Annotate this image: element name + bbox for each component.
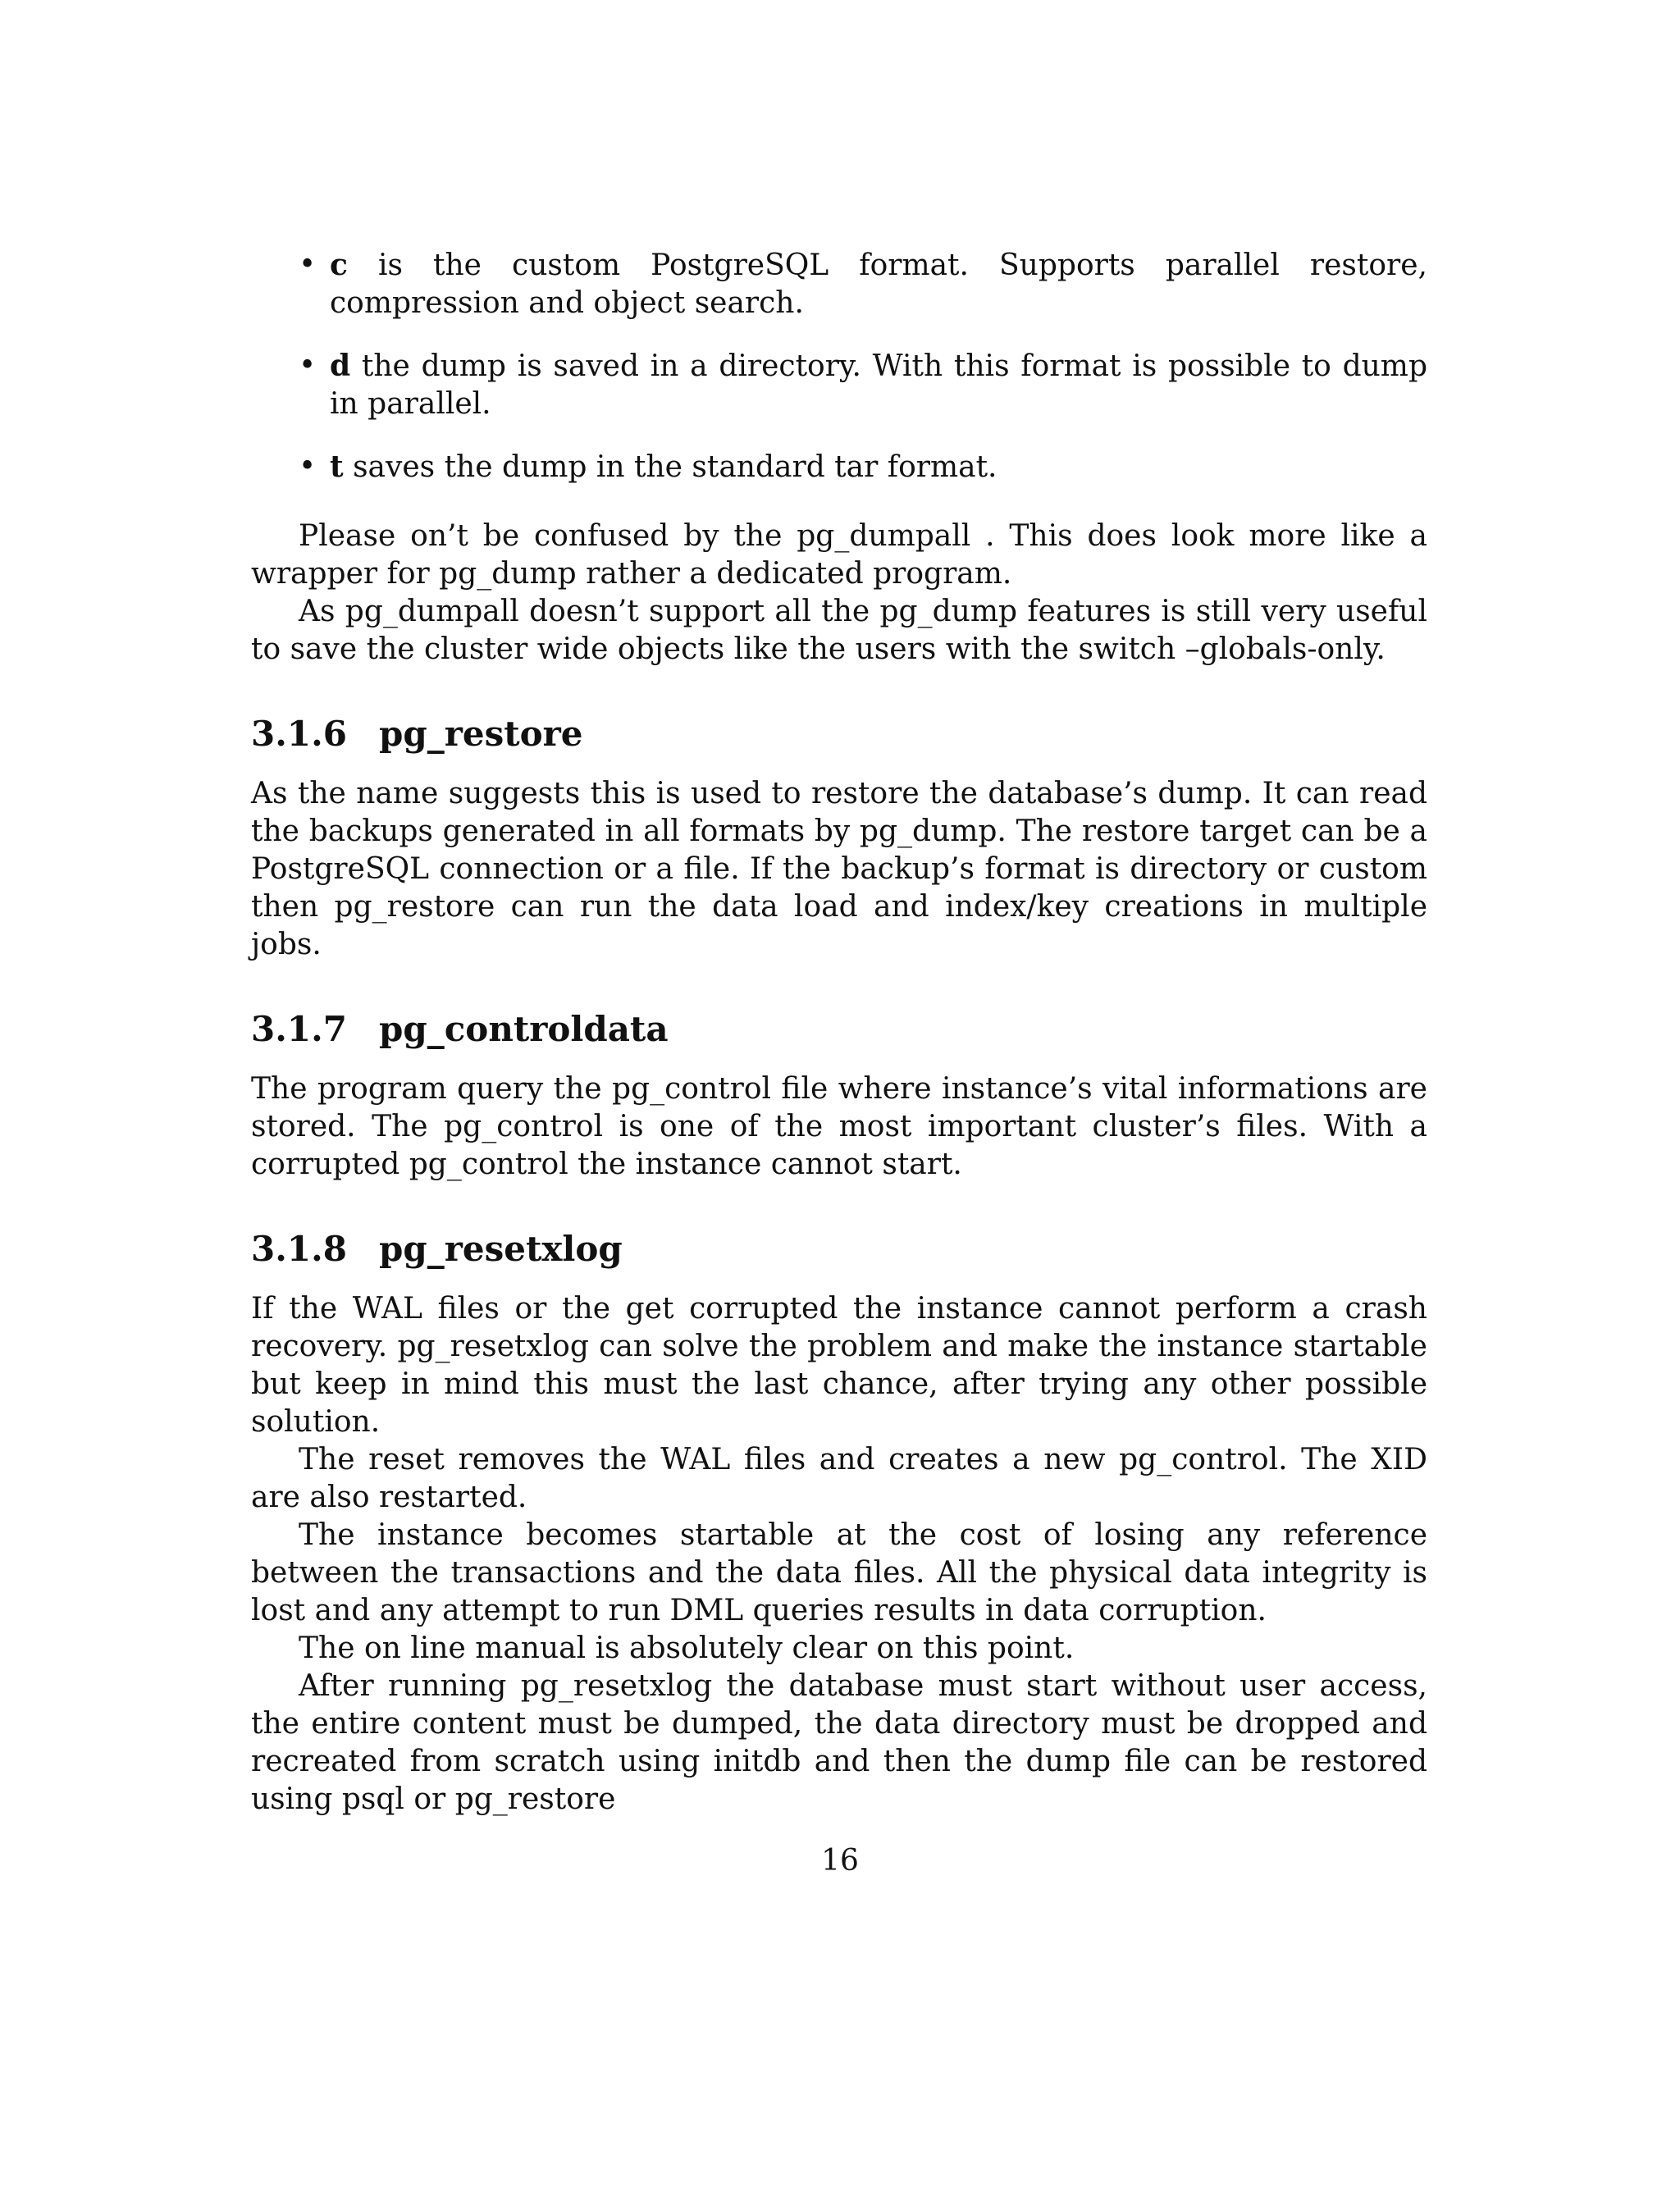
page-number: 16 <box>821 1844 859 1878</box>
section-pg-restore <box>251 711 1427 964</box>
paragraph: The reset removes the WAL files and creates a new pg_control. The XID are also restarted. <box>251 1443 1427 1514</box>
bullet-icon: • <box>299 248 317 281</box>
section-pg-resetxlog <box>251 1226 1427 1819</box>
list-item <box>251 347 1427 423</box>
section-heading <box>251 1226 1427 1272</box>
bullet-icon: • <box>299 349 317 382</box>
format-description: is the custom PostgreSQL format. Supports parallel restore, compression and object search. <box>330 249 1427 320</box>
list-item <box>251 246 1427 322</box>
list-item <box>251 448 1427 486</box>
paragraph: Please on’t be confused by the pg_dumpall . This does look more like a wrapper for pg_dump rather a dedicated program. <box>251 519 1427 591</box>
paragraph: After running pg_resetxlog the database must start without user access, the entire content must be dumped, the data directory must be dropped and recreated from scratch using initdb and then the dump file can be restored using psql or pg_restore <box>251 1669 1427 1816</box>
section-pg-controldata <box>251 1006 1427 1184</box>
paragraph: As the name suggests this is used to restore the database’s dump. It can read the backups generated in all formats by pg_dump. The restore target can be a PostgreSQL connection or a file. If the backup’s format is directory or custom then pg_restore can run the data load and index/key creations in multiple jobs. <box>251 777 1427 961</box>
section-heading <box>251 711 1427 757</box>
format-description: saves the dump in the standard tar format. <box>343 450 998 484</box>
format-description: the dump is saved in a directory. With this format is possible to dump in parallel. <box>330 349 1427 421</box>
format-key: d <box>330 349 351 383</box>
format-list <box>251 246 1427 486</box>
section-heading <box>251 1006 1427 1052</box>
paragraph: If the WAL files or the get corrupted the instance cannot perform a crash recovery. pg_resetxlog can solve the problem and make the instance startable but keep in mind this must the last chance, after trying any other possible solution. <box>251 1292 1427 1439</box>
bullet-icon: • <box>299 450 317 483</box>
section-title: pg_resetxlog <box>379 1229 623 1269</box>
paragraph: The program query the pg_control file where instance’s vital informations are stored. The pg_control is one of the most important cluster’s files. With a corrupted pg_control the instance cannot start. <box>251 1072 1427 1181</box>
section-title: pg_controldata <box>379 1009 669 1049</box>
section-number: 3.1.6 <box>251 714 347 754</box>
paragraph: The instance becomes startable at the cost of losing any reference between the transactions and the data files. All the physical data integrity is lost and any attempt to run DML queries results in data corruption. <box>251 1518 1427 1627</box>
paragraph: The on line manual is absolutely clear on this point. <box>299 1632 1075 1665</box>
paragraph: As pg_dumpall doesn’t support all the pg_dump features is still very useful to save the cluster wide objects like the users with the switch –globals-only. <box>251 595 1427 666</box>
page-body <box>251 246 1427 1819</box>
format-key: c <box>330 248 348 282</box>
section-number: 3.1.7 <box>251 1009 347 1049</box>
intro-block <box>251 518 1427 669</box>
format-key: t <box>330 450 344 484</box>
section-title: pg_restore <box>379 714 583 754</box>
section-number: 3.1.8 <box>251 1229 347 1269</box>
